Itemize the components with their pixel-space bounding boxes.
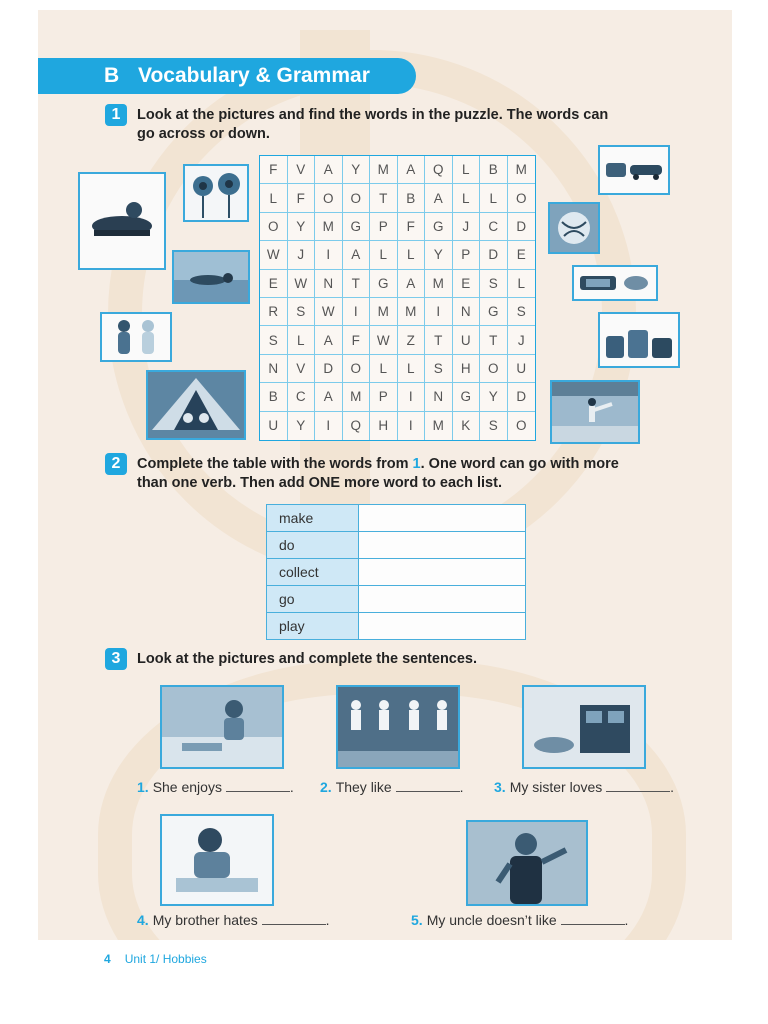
grid-cell[interactable]: S — [480, 270, 508, 298]
grid-cell[interactable]: W — [315, 298, 343, 326]
grid-cell[interactable]: Y — [343, 156, 371, 184]
grid-cell[interactable]: G — [343, 213, 371, 241]
grid-cell[interactable]: V — [288, 156, 316, 184]
grid-cell[interactable]: O — [260, 213, 288, 241]
yoga-image — [80, 174, 164, 268]
sentence-end: . — [325, 912, 330, 928]
grid-cell[interactable]: I — [315, 241, 343, 269]
grid-cell[interactable]: Y — [288, 412, 316, 440]
page-footer — [104, 952, 207, 966]
grid-cell[interactable]: Z — [398, 326, 426, 354]
picture-boy-reading — [160, 814, 274, 906]
answer-cell[interactable] — [359, 532, 526, 559]
sentence-text: My sister loves — [509, 779, 603, 795]
grid-cell[interactable]: L — [398, 241, 426, 269]
grid-cell[interactable]: F — [260, 156, 288, 184]
sentence-text: My brother hates — [152, 912, 258, 928]
grid-cell[interactable]: D — [480, 241, 508, 269]
grid-cell[interactable]: D — [508, 383, 536, 411]
grid-cell[interactable]: I — [343, 298, 371, 326]
exercise-1-instruction — [137, 106, 697, 144]
grid-cell[interactable]: W — [260, 241, 288, 269]
girl-painting-image — [162, 687, 282, 767]
grid-cell[interactable]: B — [480, 156, 508, 184]
grid-cell[interactable]: J — [288, 241, 316, 269]
tent-image — [148, 372, 244, 438]
grid-cell[interactable]: S — [425, 355, 453, 383]
grid-cell[interactable]: P — [370, 213, 398, 241]
grid-cell[interactable]: A — [398, 156, 426, 184]
exercise-2-instruction-line1 — [137, 455, 697, 474]
grid-cell[interactable]: H — [453, 355, 481, 383]
grid-cell[interactable]: W — [370, 326, 398, 354]
grid-cell[interactable]: S — [508, 298, 536, 326]
grid-cell[interactable]: L — [370, 355, 398, 383]
grid-cell[interactable]: Y — [425, 241, 453, 269]
section-letter: B — [104, 64, 120, 87]
sentence-end: . — [289, 779, 294, 795]
sentence-text: They like — [335, 779, 392, 795]
grid-cell[interactable]: L — [508, 270, 536, 298]
dolls-image — [102, 314, 170, 360]
grid-cell[interactable]: S — [288, 298, 316, 326]
grid-cell[interactable]: M — [370, 298, 398, 326]
grid-cell[interactable]: A — [425, 184, 453, 212]
grid-cell[interactable]: O — [508, 184, 536, 212]
sentence-end: . — [670, 779, 675, 795]
grid-cell[interactable]: G — [425, 213, 453, 241]
picture-dancers — [336, 685, 460, 769]
grid-cell[interactable]: G — [480, 298, 508, 326]
picture-girl-painting — [160, 685, 284, 769]
picture-camping-tent — [146, 370, 246, 440]
grid-cell[interactable]: L — [453, 156, 481, 184]
sentence-number: 4. — [137, 912, 149, 928]
picture-girl-sleeping — [522, 685, 646, 769]
grid-cell[interactable]: B — [398, 184, 426, 212]
grid-cell[interactable]: L — [398, 355, 426, 383]
grid-cell[interactable]: I — [398, 383, 426, 411]
grid-cell[interactable]: P — [453, 241, 481, 269]
word-search-grid[interactable] — [259, 155, 536, 441]
grid-cell[interactable]: K — [453, 412, 481, 440]
grid-cell[interactable]: M — [398, 298, 426, 326]
picture-swimmer — [172, 250, 250, 304]
dancers-image — [338, 687, 458, 767]
sentence-number: 5. — [411, 912, 423, 928]
sentence-5 — [411, 912, 628, 928]
exercise-2-badge: 2 — [105, 453, 127, 475]
picture-yoga — [78, 172, 166, 270]
table-row — [267, 613, 526, 640]
section-title: Vocabulary & Grammar — [138, 64, 370, 87]
grid-cell[interactable]: U — [453, 326, 481, 354]
grid-cell[interactable]: T — [370, 184, 398, 212]
grid-cell[interactable]: A — [398, 270, 426, 298]
grid-cell[interactable]: E — [260, 270, 288, 298]
karate-image — [552, 382, 638, 442]
verb-cell: play — [267, 613, 359, 640]
grid-cell[interactable]: J — [508, 326, 536, 354]
grid-cell[interactable]: U — [508, 355, 536, 383]
answer-cell[interactable] — [359, 559, 526, 586]
answer-cell[interactable] — [359, 613, 526, 640]
grid-cell[interactable]: I — [425, 298, 453, 326]
grid-cell[interactable]: N — [425, 383, 453, 411]
picture-flowers — [183, 164, 249, 222]
answer-blank[interactable] — [262, 912, 326, 925]
grid-cell[interactable]: M — [425, 412, 453, 440]
sentence-number: 2. — [320, 779, 332, 795]
grid-cell[interactable]: T — [425, 326, 453, 354]
grid-cell[interactable]: U — [260, 412, 288, 440]
grid-cell[interactable]: A — [343, 241, 371, 269]
grid-cell[interactable]: I — [315, 412, 343, 440]
picture-toy-cars — [598, 145, 670, 195]
football-image — [550, 204, 598, 252]
toy-cars-image — [600, 147, 668, 193]
grid-cell[interactable]: F — [288, 184, 316, 212]
answer-cell[interactable] — [359, 586, 526, 613]
swimmer-image — [174, 252, 248, 302]
picture-football — [548, 202, 600, 254]
sentence-number: 1. — [137, 779, 149, 795]
picture-games-console — [572, 265, 658, 301]
grid-cell[interactable]: N — [315, 270, 343, 298]
sentence-4 — [137, 912, 330, 928]
exercise-1-instruction-line2: go across or down. — [137, 126, 270, 142]
sentence-number: 3. — [494, 779, 506, 795]
grid-cell[interactable]: F — [398, 213, 426, 241]
grid-cell[interactable]: O — [343, 355, 371, 383]
grid-cell[interactable]: A — [315, 383, 343, 411]
answer-cell[interactable] — [359, 505, 526, 532]
grid-cell[interactable]: G — [370, 270, 398, 298]
verb-cell: do — [267, 532, 359, 559]
grid-cell[interactable]: M — [508, 156, 536, 184]
girl-sleeping-image — [524, 687, 644, 767]
verb-cell: go — [267, 586, 359, 613]
exercise-3-instruction: Look at the pictures and complete the sentences. — [137, 651, 478, 667]
grid-cell[interactable]: V — [288, 355, 316, 383]
sentence-1 — [137, 779, 294, 795]
grid-cell[interactable]: G — [453, 383, 481, 411]
grid-cell[interactable]: L — [288, 326, 316, 354]
grid-cell[interactable]: P — [370, 383, 398, 411]
grid-cell[interactable]: M — [343, 383, 371, 411]
table-row — [267, 532, 526, 559]
grid-cell[interactable]: L — [260, 184, 288, 212]
grid-cell[interactable]: Y — [288, 213, 316, 241]
grid-cell[interactable]: A — [315, 326, 343, 354]
unit-label: Unit 1/ Hobbies — [124, 952, 207, 966]
exercise-1-instruction-line1: Look at the pictures and find the words in the puzzle. The words can — [137, 107, 609, 123]
games-console-image — [574, 267, 656, 299]
grid-cell[interactable]: D — [315, 355, 343, 383]
answer-blank[interactable] — [606, 779, 670, 792]
table-row — [267, 559, 526, 586]
boy-reading-image — [162, 816, 272, 904]
exercise-2-instruction-line2: than one verb. Then add ONE more word to each list. — [137, 475, 502, 491]
verb-table — [266, 504, 526, 640]
grid-cell[interactable]: J — [453, 213, 481, 241]
grid-cell[interactable]: N — [260, 355, 288, 383]
table-row — [267, 586, 526, 613]
grid-cell[interactable]: C — [288, 383, 316, 411]
answer-blank[interactable] — [561, 912, 625, 925]
grid-cell[interactable]: S — [480, 412, 508, 440]
sentence-2 — [320, 779, 464, 795]
grid-cell[interactable]: Q — [343, 412, 371, 440]
exercise-3-badge: 3 — [105, 648, 127, 670]
man-thumbs-down-image — [468, 822, 586, 904]
grid-cell[interactable]: S — [260, 326, 288, 354]
grid-cell[interactable]: M — [425, 270, 453, 298]
grid-cell[interactable]: E — [453, 270, 481, 298]
grid-cell[interactable]: N — [453, 298, 481, 326]
verb-cell: make — [267, 505, 359, 532]
grid-cell[interactable]: A — [315, 156, 343, 184]
verb-cell: collect — [267, 559, 359, 586]
sentence-text: My uncle doesn’t like — [426, 912, 557, 928]
exercise-2-instruction-part-b: . One word can go with more — [420, 456, 619, 472]
answer-blank[interactable] — [396, 779, 460, 792]
grid-cell[interactable]: L — [370, 241, 398, 269]
grid-cell[interactable]: W — [288, 270, 316, 298]
grid-cell[interactable]: O — [515, 418, 527, 434]
grid-cell[interactable]: C — [480, 213, 508, 241]
grid-cell[interactable]: O — [343, 184, 371, 212]
page-number: 4 — [104, 952, 111, 966]
grid-cell[interactable]: L — [453, 184, 481, 212]
grid-cell[interactable]: D — [508, 213, 536, 241]
grid-cell[interactable]: O — [315, 184, 343, 212]
exercise-2-reference: 1 — [412, 456, 421, 472]
grid-cell[interactable]: I — [398, 412, 426, 440]
models-image — [600, 314, 678, 366]
sentence-text: She enjoys — [152, 779, 222, 795]
sentence-end: . — [459, 779, 464, 795]
grid-cell[interactable]: O — [480, 355, 508, 383]
exercise-1-badge: 1 — [105, 104, 127, 126]
grid-cell[interactable]: H — [370, 412, 398, 440]
grid-cell[interactable]: M — [315, 213, 343, 241]
flowers-image — [185, 166, 247, 220]
picture-man-thumbs-down — [466, 820, 588, 906]
grid-cell[interactable]: T — [480, 326, 508, 354]
grid-cell[interactable]: R — [260, 298, 288, 326]
picture-karate — [550, 380, 640, 444]
grid-cell[interactable]: E — [508, 241, 536, 269]
grid-cell[interactable]: F — [343, 326, 371, 354]
sentence-3 — [494, 779, 674, 795]
table-row — [267, 505, 526, 532]
grid-cell[interactable]: L — [480, 184, 508, 212]
exercise-2-instruction-part-a: Complete the table with the words from — [137, 456, 413, 472]
grid-cell[interactable]: B — [260, 383, 288, 411]
exercise-2-instruction — [137, 455, 697, 493]
answer-blank[interactable] — [226, 779, 290, 792]
picture-models — [598, 312, 680, 368]
section-banner — [38, 58, 416, 94]
grid-cell[interactable]: Y — [480, 383, 508, 411]
grid-cell[interactable]: M — [370, 156, 398, 184]
grid-cell[interactable]: Q — [425, 156, 453, 184]
grid-cell[interactable]: T — [343, 270, 371, 298]
picture-dolls — [100, 312, 172, 362]
sentence-end: . — [624, 912, 629, 928]
